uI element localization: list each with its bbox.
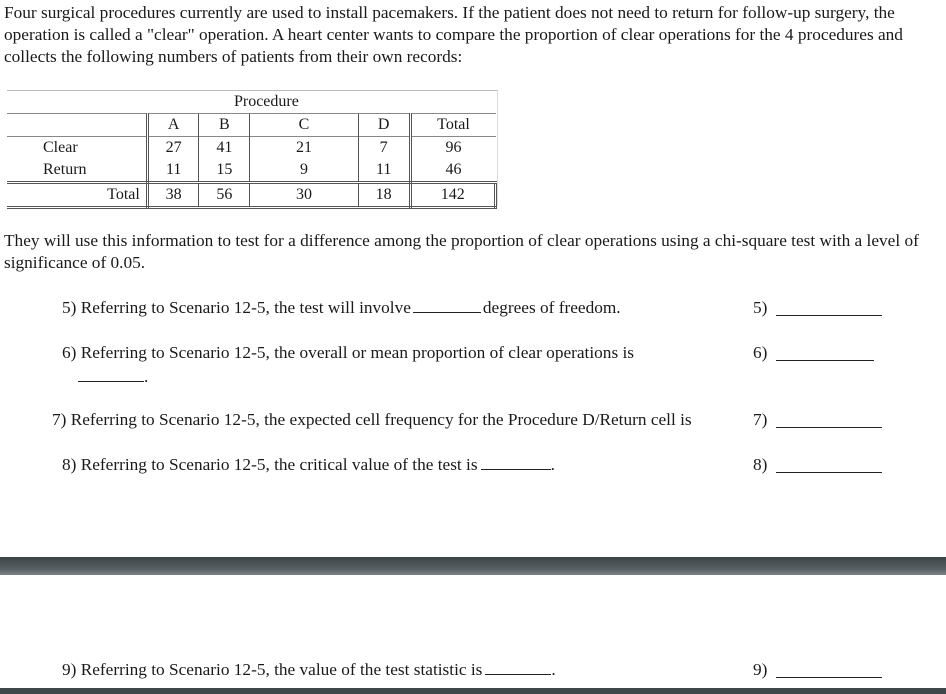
cell-clear-d: 7 — [358, 137, 410, 160]
question-9 — [62, 659, 556, 681]
cell-clear-b: 41 — [199, 137, 250, 160]
answer-8-line[interactable] — [776, 472, 882, 473]
cell-clear-total: 96 — [410, 137, 496, 160]
question-6-blank[interactable] — [78, 367, 144, 382]
cell-return-d: 11 — [358, 159, 410, 183]
answer-9-number: 9) — [753, 660, 768, 679]
answer-6-line[interactable] — [776, 360, 874, 361]
question-5-blank[interactable] — [413, 298, 481, 313]
cell-total-total: 142 — [410, 183, 496, 208]
col-header-a: A — [147, 114, 199, 137]
cell-return-total: 46 — [410, 159, 496, 183]
question-9-blank[interactable] — [485, 660, 551, 675]
cell-total-b: 56 — [199, 183, 250, 208]
answer-5-number: 5) — [753, 298, 768, 317]
row-label-total: Total — [7, 183, 147, 208]
row-label-clear: Clear — [7, 137, 147, 160]
answer-6-number: 6) — [753, 343, 768, 362]
intro-paragraph: Four surgical procedures currently are used to install pacemakers. If the patient does not need to return for follow-up surgery, the operation is called a "clear" operation. A heart center wants to compare the proportion of clear operations for the 4 procedures and collects the following numbers of patients from their own records: — [4, 3, 903, 66]
question-5-text: 5) Referring to Scenario 12-5, the test will involve — [62, 298, 411, 317]
question-6-text-after: . — [144, 367, 149, 386]
cell-clear-a: 27 — [147, 137, 199, 160]
answer-7-line[interactable] — [776, 427, 882, 428]
col-header-c: C — [250, 114, 359, 137]
question-8-blank[interactable] — [481, 455, 551, 470]
cell-total-c: 30 — [250, 183, 359, 208]
question-8 — [62, 454, 555, 476]
contingency-table — [7, 90, 498, 206]
question-9-text: 9) Referring to Scenario 12-5, the value of the test statistic is — [62, 660, 483, 679]
question-5 — [62, 297, 621, 319]
question-6 — [62, 342, 634, 364]
page-divider-bar — [0, 557, 946, 575]
cell-return-c: 9 — [250, 159, 359, 183]
cell-total-d: 18 — [358, 183, 410, 208]
question-6-text: 6) Referring to Scenario 12-5, the overall or mean proportion of clear operations is — [62, 343, 635, 362]
question-9-text-after: . — [551, 660, 556, 679]
question-6-continuation — [78, 366, 148, 388]
row-label-return: Return — [7, 159, 147, 183]
answer-8-number: 8) — [753, 455, 768, 474]
col-header-d: D — [358, 114, 410, 137]
col-header-b: B — [199, 114, 250, 137]
test-description-paragraph: They will use this information to test for a difference among the proportion of clear operations using a chi-square test with a level of significance of 0.05. — [4, 231, 919, 272]
procedure-header: Procedure — [233, 93, 299, 110]
cell-return-b: 15 — [199, 159, 250, 183]
question-8-text-after: . — [550, 455, 555, 474]
cell-total-a: 38 — [147, 183, 199, 208]
cell-return-a: 11 — [147, 159, 199, 183]
bottom-bar — [0, 688, 946, 694]
question-7 — [52, 409, 692, 431]
question-7-text: 7) Referring to Scenario 12-5, the expected cell frequency for the Procedure D/Return cell is — [52, 410, 692, 429]
col-header-total: Total — [410, 114, 496, 137]
answer-5-line[interactable] — [776, 315, 882, 316]
question-5-text-after: degrees of freedom. — [482, 298, 621, 317]
answer-9-line[interactable] — [776, 677, 882, 678]
question-8-text: 8) Referring to Scenario 12-5, the critical value of the test is — [62, 455, 478, 474]
answer-7-number: 7) — [753, 410, 768, 429]
cell-clear-c: 21 — [250, 137, 359, 160]
